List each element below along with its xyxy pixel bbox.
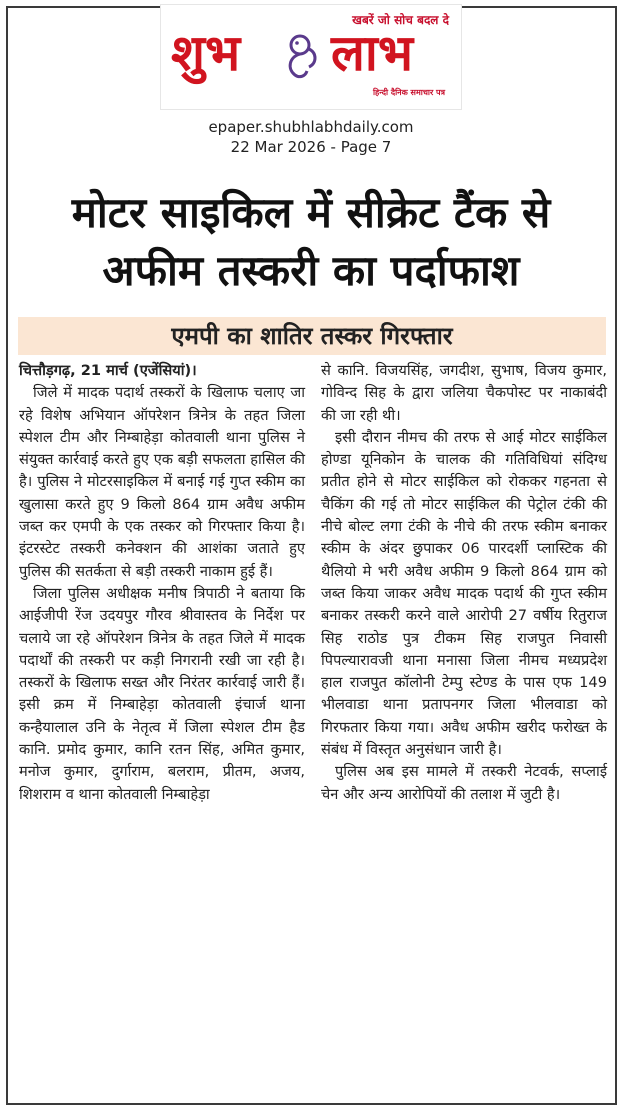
logo-text-right: लाभ (331, 23, 413, 82)
masthead-tagline: खबरें जो सोच बदल दे (352, 13, 449, 27)
ganesha-emblem-icon (279, 29, 321, 81)
epaper-url: epaper.shubhlabhdaily.com (208, 118, 414, 136)
subheadline-bar (18, 317, 606, 355)
masthead-logo (160, 4, 462, 110)
dateline: चित्तौड़गढ़, 21 मार्च (एजेंसियां)। (19, 362, 197, 379)
paragraph: जिला पुलिस अधीक्षक मनीष त्रिपाठी ने बताया कि आईजीपी रेंज उदयपुर गौरव श्रीवास्तव के निर्देश पर चलाये जा रहे ऑपरेशन त्रिनेत्र के तहत जिले में मादक पदार्थों की तस्करी पर कड़ी निगरानी रखी जा रही है। तस्करों के खिलाफ सख्त और निरंतर कार्रवाई जारी हैं।इसी क्रम में निम्बाहेड़ा कोतवाली इंचार्ज थाना कन्हैयालाल उनि के नेतृत्व में जिला स्पेशल टीम हैड कानि. प्रमोद कुमार, कानि रतन सिंह, अमित कुमार, मनोज कुमार, दुर्गाराम, बलराम, प्रीतम, अजय, शिशराम व थाना कोतवाली निम्बाहेड़ा (19, 584, 305, 803)
paragraph: इसी दौरान नीमच की तरफ से आई मोटर साईकिल होण्डा यूनिकोन के चालक की गतिविधियां संदिग्ध प्रतीत होने से मोटर साईकिल को रोककर गहनता से चैकिंग की गई तो मोटर साईकिल की पेट्रोल टंकी की नीचे बोल्ट लगा टंकी के नीचे की तरफ स्कीम बनाकर स्कीम के अंदर छुपाकर 06 पारदर्शी प्लास्टिक की थैलियो मे भरी अवैध अफीम 9 किलो 864 ग्राम को जब्त किया जाकर अवैध मादक पदार्थ की गुप्त स्कीम बनाकर तस्करी करने वाले आरोपी 27 वर्षीय रितुराज सिह राठोड पुत्र टीकम सिह राजपुत निवासी पिपल्यारावजी थाना मनासा जिला नीमच मध्यप्रदेश हाल राजपुत कॉलोनी टेम्पु स्टेण्ड के पास एफ 149 भीलवाडा थाना प्रतापनगर जिला भीलवाडा को गिरफतार किया गया। अवैध अफीम खरीद फरोख्त के संबंध में विस्तृत अनुसंधान जारी है। (321, 428, 607, 759)
paragraph: जिले में मादक पदार्थ तस्करों के खिलाफ चलाए जा रहे विशेष अभियान ऑपरेशन त्रिनेत्र के तहत जिला स्पेशल टीम और निम्बाहेड़ा कोतवाली थाना पुलिस ने संयुक्त कार्रवाई करते हुए एक बड़ी सफलता हासिल की है। पुलिस ने मोटरसाइकिल में बनाई गई गुप्त स्कीम का खुलासा करते हुए 9 किलो 864 ग्राम अवैध अफीम जब्त कर एमपी के एक तस्कर को गिरफ्तार किया है। इंटरस्टेट तस्करी कनेक्शन की आशंका जताते हुए पुलिस की सतर्कता से बड़ी तस्करी नाकाम हुई हैं। (19, 384, 305, 580)
logo-text-left: शुभ (171, 23, 241, 82)
issue-date-page: 22 Mar 2026 - Page 7 (230, 138, 392, 156)
subheadline: एमपी का शातिर तस्कर गिरफ्तार (171, 322, 453, 350)
headline-line-2: अफीम तस्करी का पर्दाफाश (102, 246, 520, 295)
masthead-subtitle: हिन्दी दैनिक समाचार पत्र (372, 88, 445, 97)
article-column-right (321, 360, 607, 806)
article-column-left (19, 360, 305, 806)
paragraph-continuation: से कानि. विजयसिंह, जगदीश, सुभाष, विजय कुमार, गोविन्द सिह के द्वारा जलिया चैकपोस्ट पर नाकाबंदी की जा रही थी। (321, 362, 607, 424)
headline-line-1: मोटर साइकिल में सीक्रेट टैंक से (71, 188, 551, 237)
paragraph: पुलिस अब इस मामले में तस्करी नेटवर्क, सप्लाई चेन और अन्य आरोपियों की तलाश में जुटी है। (321, 763, 607, 803)
